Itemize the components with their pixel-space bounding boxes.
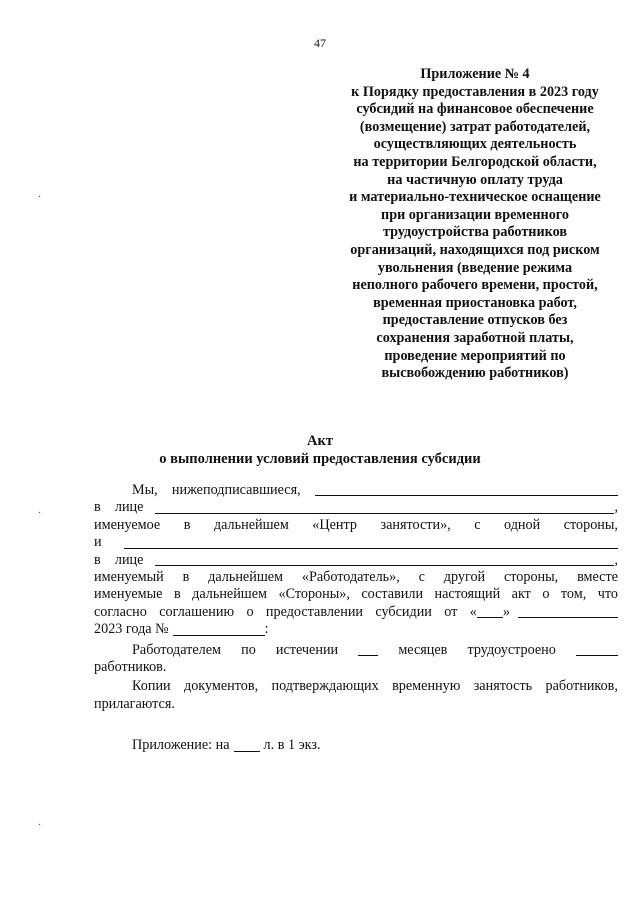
word: о xyxy=(542,586,550,603)
agreement-number-row xyxy=(94,621,618,638)
word: с xyxy=(418,568,425,585)
representative-blank-1 xyxy=(155,500,614,514)
appendix-line: высвобождению работников) xyxy=(381,365,569,382)
appendix-note-prefix: Приложение: на xyxy=(132,737,230,754)
act-title-block xyxy=(0,432,640,468)
appendix-line: проведение мероприятий по xyxy=(384,347,566,364)
representative-row-2 xyxy=(94,552,618,569)
workers-row xyxy=(94,659,618,676)
word: составили xyxy=(361,586,424,603)
appendix-line: временная приостановка работ, xyxy=(373,294,577,311)
appendix-line: Приложение № 4 xyxy=(420,66,530,82)
appendix-note-suffix: л. в 1 экз. xyxy=(263,737,321,754)
appendix-line: неполного рабочего времени, простой, xyxy=(352,277,598,294)
month-blank xyxy=(518,604,618,618)
and-label: и xyxy=(94,534,102,551)
word: занятости», xyxy=(380,516,451,533)
appendix-line: увольнения (введение режима xyxy=(377,259,573,276)
agreement-row xyxy=(94,604,618,621)
employer-name-blank xyxy=(124,535,618,549)
appendix-line: на частичную оплату труда xyxy=(387,171,563,188)
word: в xyxy=(183,516,191,533)
margin-mark: · xyxy=(38,508,42,519)
appendix-line: (возмещение) затрат работодателей, xyxy=(359,118,591,135)
word: стороны, xyxy=(563,516,618,533)
word: настоящий xyxy=(434,586,501,603)
signatories-label: Мы, нижеподписавшиеся, xyxy=(132,481,301,498)
margin-mark: · xyxy=(38,192,42,203)
word: одной xyxy=(504,516,541,533)
colon: : xyxy=(264,621,269,638)
word: «Стороны», xyxy=(278,586,350,603)
word: от xyxy=(444,603,458,620)
word: «Центр xyxy=(312,516,357,533)
act-subtitle: о выполнении условий предоставления субсидии xyxy=(159,451,481,467)
word: соглашению xyxy=(159,603,235,620)
word: в xyxy=(173,586,181,603)
quote-close: » xyxy=(502,603,510,620)
appendix-line: трудоустройства работников xyxy=(382,224,568,241)
agreement-number-blank xyxy=(173,622,265,636)
representative-row-1 xyxy=(94,499,618,516)
center-clause xyxy=(94,517,618,534)
appendix-line: сохранения заработной платы, xyxy=(376,329,574,346)
word: дальнейшем xyxy=(208,568,284,585)
appendix-line: предоставление отпусков без xyxy=(382,312,568,329)
sheets-blank xyxy=(234,738,260,752)
employer-clause xyxy=(94,569,618,586)
word: в xyxy=(182,568,190,585)
year-number-label: 2023 года № xyxy=(94,621,169,638)
word: другой xyxy=(443,568,486,585)
word: именуемые xyxy=(94,586,163,603)
word: вместе xyxy=(577,568,618,585)
word: Копии xyxy=(132,678,171,695)
workers-label: работников. xyxy=(94,658,167,675)
word: именуемый xyxy=(94,568,164,585)
word: временную xyxy=(392,678,461,695)
parties-clause xyxy=(94,586,618,603)
word: по xyxy=(241,641,256,658)
employer-name-row xyxy=(94,534,618,551)
in-person-label: в лице xyxy=(94,551,144,568)
word: дальнейшем xyxy=(213,516,289,533)
word: занятость xyxy=(473,678,533,695)
day-blank xyxy=(477,604,503,618)
appendix-header xyxy=(300,66,640,383)
agreement-date xyxy=(470,604,618,621)
attached-label: прилагаются. xyxy=(94,695,175,712)
appendix-note-row xyxy=(94,737,618,754)
word: трудоустроено xyxy=(467,641,556,658)
months-blank xyxy=(358,642,378,656)
word: стороны, xyxy=(503,568,559,585)
workers-count-blank xyxy=(576,642,618,656)
appendix-line: осуществляющих деятельность xyxy=(373,136,577,153)
word: о xyxy=(246,603,254,620)
signatories-blank xyxy=(315,482,618,496)
word: субсидии xyxy=(375,603,432,620)
appendix-line: на территории Белгородской области, xyxy=(353,153,597,170)
act-title: Акт xyxy=(307,433,333,449)
appendix-line: субсидий на финансовое обеспечение xyxy=(356,101,594,118)
appendix-line: организаций, находящихся под риском xyxy=(350,241,600,258)
appendix-line: и материально-техническое оснащение xyxy=(349,189,601,206)
comma: , xyxy=(614,551,618,568)
word: месяцев xyxy=(398,641,448,658)
in-person-label: в лице xyxy=(94,499,144,516)
word: предоставлении xyxy=(265,603,364,620)
word: том, xyxy=(560,586,587,603)
employer-label: Работодателем xyxy=(132,641,222,658)
signatories-row xyxy=(94,482,618,499)
representative-blank-2 xyxy=(155,552,614,566)
appendix-line: к Порядку предоставления в 2023 году xyxy=(351,83,599,100)
word: согласно xyxy=(94,603,147,620)
word: дальнейшем xyxy=(192,586,267,603)
margin-mark: · xyxy=(38,820,42,831)
attached-row xyxy=(94,696,618,713)
word: документов, xyxy=(184,678,259,695)
word: истечении xyxy=(275,641,339,658)
word: «Работодатель», xyxy=(301,568,400,585)
copies-row xyxy=(94,678,618,695)
word: акт xyxy=(511,586,531,603)
word: с xyxy=(474,516,481,533)
appendix-line: при организации временного xyxy=(381,206,569,223)
comma: , xyxy=(614,499,618,516)
page-number: 47 xyxy=(314,36,326,50)
word: работников, xyxy=(545,678,618,695)
quote-open: « xyxy=(469,603,477,620)
word: что xyxy=(597,586,618,603)
word: именуемое xyxy=(94,516,161,533)
employment-row xyxy=(94,642,618,659)
word: подтверждающих xyxy=(271,678,379,695)
act-body xyxy=(94,482,618,755)
